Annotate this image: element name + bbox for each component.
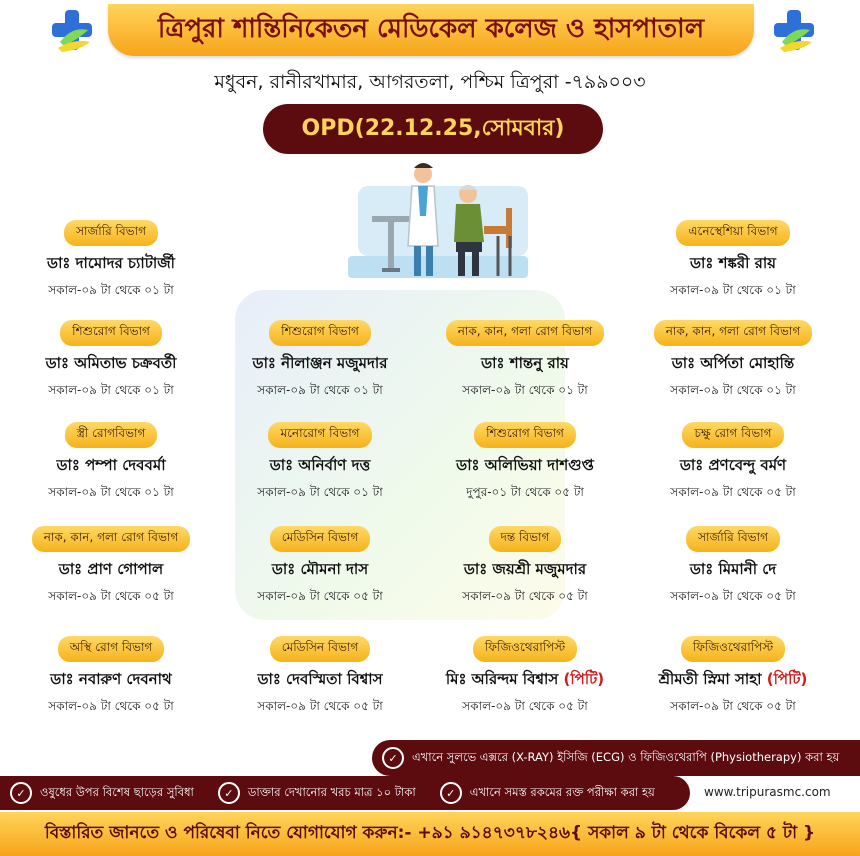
doctor-card bbox=[6, 526, 216, 608]
doctor-timing: সকাল-০৯ টা থেকে ০৫ টা bbox=[48, 699, 174, 713]
department-label: শিশুরোগ বিভাগ bbox=[60, 320, 162, 346]
medical-cross-logo-icon bbox=[50, 8, 94, 52]
doctor-name: ডাঃ মিমানী দে bbox=[689, 560, 777, 578]
department-label: অস্থি রোগ বিভাগ bbox=[58, 636, 165, 662]
medical-cross-logo-icon bbox=[772, 8, 816, 52]
doctor-timing: দুপুর-০১ টা থেকে ০৫ টা bbox=[466, 485, 584, 499]
doctor-timing: সকাল-০৯ টা থেকে ০১ টা bbox=[48, 485, 174, 499]
doctor-card bbox=[420, 526, 630, 608]
doctor-name: ডাঃ দামোদর চ্যাটার্জী bbox=[47, 254, 175, 272]
hospital-address: মধুবন, রানীরখামার, আগরতলা, পশ্চিম ত্রিপুরা -৭৯৯০০৩ bbox=[214, 71, 646, 93]
doctor-name-line bbox=[6, 668, 216, 693]
department-label: ফিজিওথেরাপিস্ট bbox=[681, 636, 785, 662]
department-label: স্ত্রী রোগবিভাগ bbox=[65, 422, 158, 448]
medicine-discount-text: ওষুধের উপর বিশেষ ছাড়ের সুবিধা bbox=[40, 784, 194, 799]
doctor-name-line bbox=[628, 454, 838, 479]
doctor-name: ডাঃ শান্তনু রায় bbox=[481, 354, 569, 372]
doctor-timing: সকাল-০৯ টা থেকে ০৫ টা bbox=[670, 485, 796, 499]
department-label: নাক, কান, গলা রোগ বিভাগ bbox=[654, 320, 812, 346]
doctor-name: শ্রীমতী স্নিমা সাহা bbox=[658, 670, 762, 688]
doctor-name: ডাঃ প্রাণ গোপাল bbox=[58, 560, 164, 578]
doctor-name-line bbox=[215, 352, 425, 377]
opd-date-badge bbox=[263, 104, 603, 154]
doctor-timing: সকাল-০৯ টা থেকে ০১ টা bbox=[257, 485, 383, 499]
doctor-card bbox=[628, 636, 838, 718]
doctor-timing: সকাল-০৯ টা থেকে ০৫ টা bbox=[670, 589, 796, 603]
website-link[interactable]: www.tripurasmc.com bbox=[704, 785, 831, 799]
feature-medicine-discount bbox=[0, 782, 194, 804]
doctor-card bbox=[420, 636, 630, 718]
doctor-name: ডাঃ নবারুণ দেবনাথ bbox=[50, 670, 172, 688]
doctor-name: ডাঃ পম্পা দেববর্মা bbox=[56, 456, 166, 474]
doctor-timing: সকাল-০৯ টা থেকে ০৫ টা bbox=[257, 589, 383, 603]
doctor-name-line bbox=[215, 558, 425, 583]
doctor-card bbox=[215, 636, 425, 718]
doctor-timing: সকাল-০৯ টা থেকে ০১ টা bbox=[670, 383, 796, 397]
department-label: চক্ষু রোগ বিভাগ bbox=[682, 422, 783, 448]
doctor-name: মিঃ অরিন্দম বিশ্বাস bbox=[445, 670, 559, 688]
doctor-card bbox=[628, 320, 838, 402]
doctor-name: ডাঃ দেবস্মিতা বিশ্বাস bbox=[257, 670, 383, 688]
doctor-name-line bbox=[628, 352, 838, 377]
department-label: নাক, কান, গলা রোগ বিভাগ bbox=[32, 526, 190, 552]
xray-ecg-physio-text: এখানে সুলভে এক্সরে (X-RAY) ইসিজি (ECG) ও ফিজিওথেরাপি (Physiotherapy) করা হয় bbox=[412, 749, 840, 764]
department-label: ফিজিওথেরাপিস্ট bbox=[473, 636, 577, 662]
doctor-card bbox=[628, 220, 838, 302]
doctor-timing: সকাল-০৯ টা থেকে ০১ টা bbox=[670, 283, 796, 297]
department-label: দন্ত বিভাগ bbox=[489, 526, 562, 552]
doctor-name-line bbox=[420, 668, 630, 693]
department-label: শিশুরোগ বিভাগ bbox=[474, 422, 576, 448]
department-label: সার্জারি বিভাগ bbox=[686, 526, 780, 552]
contact-footer bbox=[0, 812, 860, 856]
doctor-timing: সকাল-০৯ টা থেকে ০৫ টা bbox=[462, 589, 588, 603]
doctor-timing: সকাল-০৯ টা থেকে ০৫ টা bbox=[462, 699, 588, 713]
services-banner bbox=[0, 776, 690, 810]
doctor-card bbox=[215, 526, 425, 608]
check-circle-icon: ✓ bbox=[218, 782, 240, 804]
department-label: শিশুরোগ বিভাগ bbox=[269, 320, 371, 346]
department-label: মেডিসিন বিভাগ bbox=[270, 526, 371, 552]
doctor-name: ডাঃ অলিভিয়া দাশগুপ্ত bbox=[456, 456, 594, 474]
doctor-card bbox=[6, 422, 216, 504]
feature-doctor-fee bbox=[208, 782, 416, 804]
doctor-timing: সকাল-০৯ টা থেকে ০১ টা bbox=[48, 283, 174, 297]
doctor-card bbox=[628, 526, 838, 608]
department-label: এনেস্থেশিয়া বিভাগ bbox=[676, 220, 789, 246]
doctor-name: ডাঃ অর্পিতা মোহান্তি bbox=[671, 354, 795, 372]
doctor-name-line bbox=[420, 352, 630, 377]
check-circle-icon: ✓ bbox=[440, 782, 462, 804]
doctor-name: ডাঃ নীলাঞ্জন মজুমদার bbox=[252, 354, 388, 372]
doctor-name-line bbox=[420, 558, 630, 583]
doctor-suffix: (পিটি) bbox=[766, 670, 808, 688]
doctor-timing: সকাল-০৯ টা থেকে ০১ টা bbox=[257, 383, 383, 397]
check-circle-icon: ✓ bbox=[10, 782, 32, 804]
doctor-card bbox=[420, 422, 630, 504]
contact-text: বিস্তারিত জানতে ও পরিষেবা নিতে যোগাযোগ করুন:- +৯১ ৯১৪৭৩৭৮২৪৬{ সকাল ৯ টা থেকে বিকেল ৫ টা } bbox=[44, 823, 816, 843]
department-label: মেডিসিন বিভাগ bbox=[270, 636, 371, 662]
feature-blood-tests bbox=[430, 782, 655, 804]
hospital-title-banner bbox=[108, 4, 754, 56]
doctor-card bbox=[6, 320, 216, 402]
department-label: মনোরোগ বিভাগ bbox=[268, 422, 371, 448]
doctor-card bbox=[215, 320, 425, 402]
doctor-card bbox=[6, 220, 216, 302]
opd-date-label: OPD(22.12.25,সোমবার) bbox=[301, 115, 565, 141]
doctor-timing: সকাল-০৯ টা থেকে ০৫ টা bbox=[670, 699, 796, 713]
xray-ecg-physio-banner bbox=[372, 740, 860, 776]
doctor-name-line bbox=[6, 558, 216, 583]
doctor-name-line bbox=[628, 252, 838, 277]
blood-tests-text: এখানে সমস্ত রকমের রক্ত পরীক্ষা করা হয় bbox=[469, 784, 655, 799]
doctor-name: ডাঃ শঙ্করী রায় bbox=[689, 254, 777, 272]
doctor-name-line bbox=[215, 454, 425, 479]
doctor-name: ডাঃ মৌমনা দাস bbox=[271, 560, 369, 578]
doctor-name-line bbox=[6, 352, 216, 377]
doctor-card bbox=[6, 636, 216, 718]
doctor-name: ডাঃ অমিতাভ চক্রবর্তী bbox=[45, 354, 177, 372]
department-label: নাক, কান, গলা রোগ বিভাগ bbox=[446, 320, 604, 346]
hospital-title: ত্রিপুরা শান্তিনিকেতন মেডিকেল কলেজ ও হাসপাতাল bbox=[157, 14, 705, 44]
doctor-fee-text: ডাক্তার দেখানোর খরচ মাত্র ১০ টাকা bbox=[247, 784, 416, 799]
doctor-suffix: (পিটি) bbox=[563, 670, 605, 688]
doctor-card bbox=[628, 422, 838, 504]
doctor-timing: সকাল-০৯ টা থেকে ০৫ টা bbox=[257, 699, 383, 713]
doctor-name-line bbox=[6, 252, 216, 277]
doctor-timing: সকাল-০৯ টা থেকে ০৫ টা bbox=[48, 589, 174, 603]
doctor-name-line bbox=[628, 668, 838, 693]
doctor-name-line bbox=[215, 668, 425, 693]
doctor-card bbox=[215, 422, 425, 504]
doctor-name: ডাঃ প্রণবেন্দু বর্মণ bbox=[679, 456, 787, 474]
doctor-patient-illustration-icon bbox=[338, 156, 530, 286]
doctor-timing: সকাল-০৯ টা থেকে ০১ টা bbox=[48, 383, 174, 397]
doctor-name: ডাঃ অনির্বাণ দত্ত bbox=[269, 456, 371, 474]
doctor-name: ডাঃ জয়শ্রী মজুমদার bbox=[463, 560, 587, 578]
doctor-name-line bbox=[628, 558, 838, 583]
doctor-card bbox=[420, 320, 630, 402]
department-label: সার্জারি বিভাগ bbox=[64, 220, 158, 246]
check-circle-icon: ✓ bbox=[382, 747, 404, 769]
doctor-name-line bbox=[6, 454, 216, 479]
doctor-timing: সকাল-০৯ টা থেকে ০১ টা bbox=[462, 383, 588, 397]
doctor-name-line bbox=[420, 454, 630, 479]
